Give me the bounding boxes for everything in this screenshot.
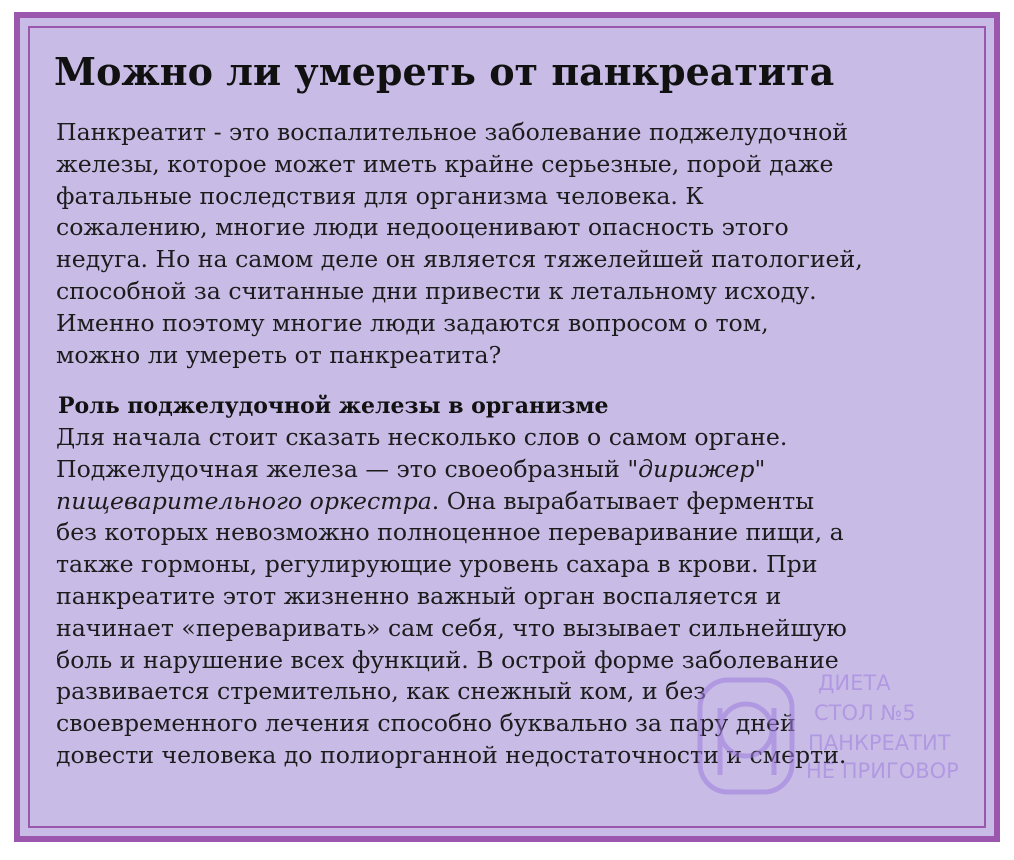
watermark-text: НЕ ПРИГОВОР <box>806 759 959 783</box>
paragraph-line: довести человека до полиорганной недостаточности и смерти. <box>56 740 847 769</box>
watermark-text: СТОЛ №5 <box>814 701 916 725</box>
paragraph-line: панкреатите этот жизненно важный орган воспаляется и <box>56 581 782 610</box>
paragraph-line: железы, которое может иметь крайне серьезные, порой даже <box>56 149 834 178</box>
paragraph-line: без которых невозможно полноценное переваривание пищи, а <box>56 518 844 547</box>
paragraph-line: Панкреатит - это воспалительное заболевание поджелудочной <box>56 118 849 146</box>
paragraph-line <box>56 486 946 518</box>
section-title: Роль поджелудочной железы в организме <box>58 393 609 419</box>
paragraph-line: Для начала стоит сказать несколько слов о самом органе. <box>56 423 788 451</box>
paragraph-line: начинает «переваривать» сам себя, что вызывает сильнейшую <box>56 613 847 642</box>
italic-phrase: пищеварительного оркестра <box>56 486 432 515</box>
text-fragment: Поджелудочная железа — это своеобразный <box>56 454 628 483</box>
paragraph-line: Именно поэтому многие люди задаются вопросом о том, <box>56 308 769 337</box>
paragraph-line: боль и нарушение всех функций. В острой форме заболевание <box>56 645 839 674</box>
section-paragraph <box>56 422 946 772</box>
watermark-text: ПАНКРЕАТИТ <box>808 731 951 755</box>
paragraph-line: способной за считанные дни привести к летальному исходу. <box>56 276 817 305</box>
paragraph-line: недуга. Но на самом деле он является тяжелейшей патологией, <box>56 245 863 274</box>
italic-phrase: "дирижер" <box>627 454 766 483</box>
paragraph-line: развивается стремительно, как снежный ком, и без <box>56 677 707 706</box>
paragraph-line: своевременного лечения способно буквально за пару дней <box>56 709 796 738</box>
article-title: Можно ли умереть от панкреатита <box>54 49 835 94</box>
paragraph-line: сожалению, многие люди недооценивают опасность этого <box>56 213 789 242</box>
watermark-text: ДИЕТА <box>818 671 891 695</box>
text-fragment: . Она вырабатывает ферменты <box>431 486 815 515</box>
paragraph-line: фатальные последствия для организма человека. К <box>56 181 704 210</box>
intro-paragraph <box>56 117 946 371</box>
paragraph-line: можно ли умереть от панкреатита? <box>56 340 502 369</box>
paragraph-line <box>56 454 946 486</box>
paragraph-line: также гормоны, регулирующие уровень сахара в крови. При <box>56 550 818 579</box>
